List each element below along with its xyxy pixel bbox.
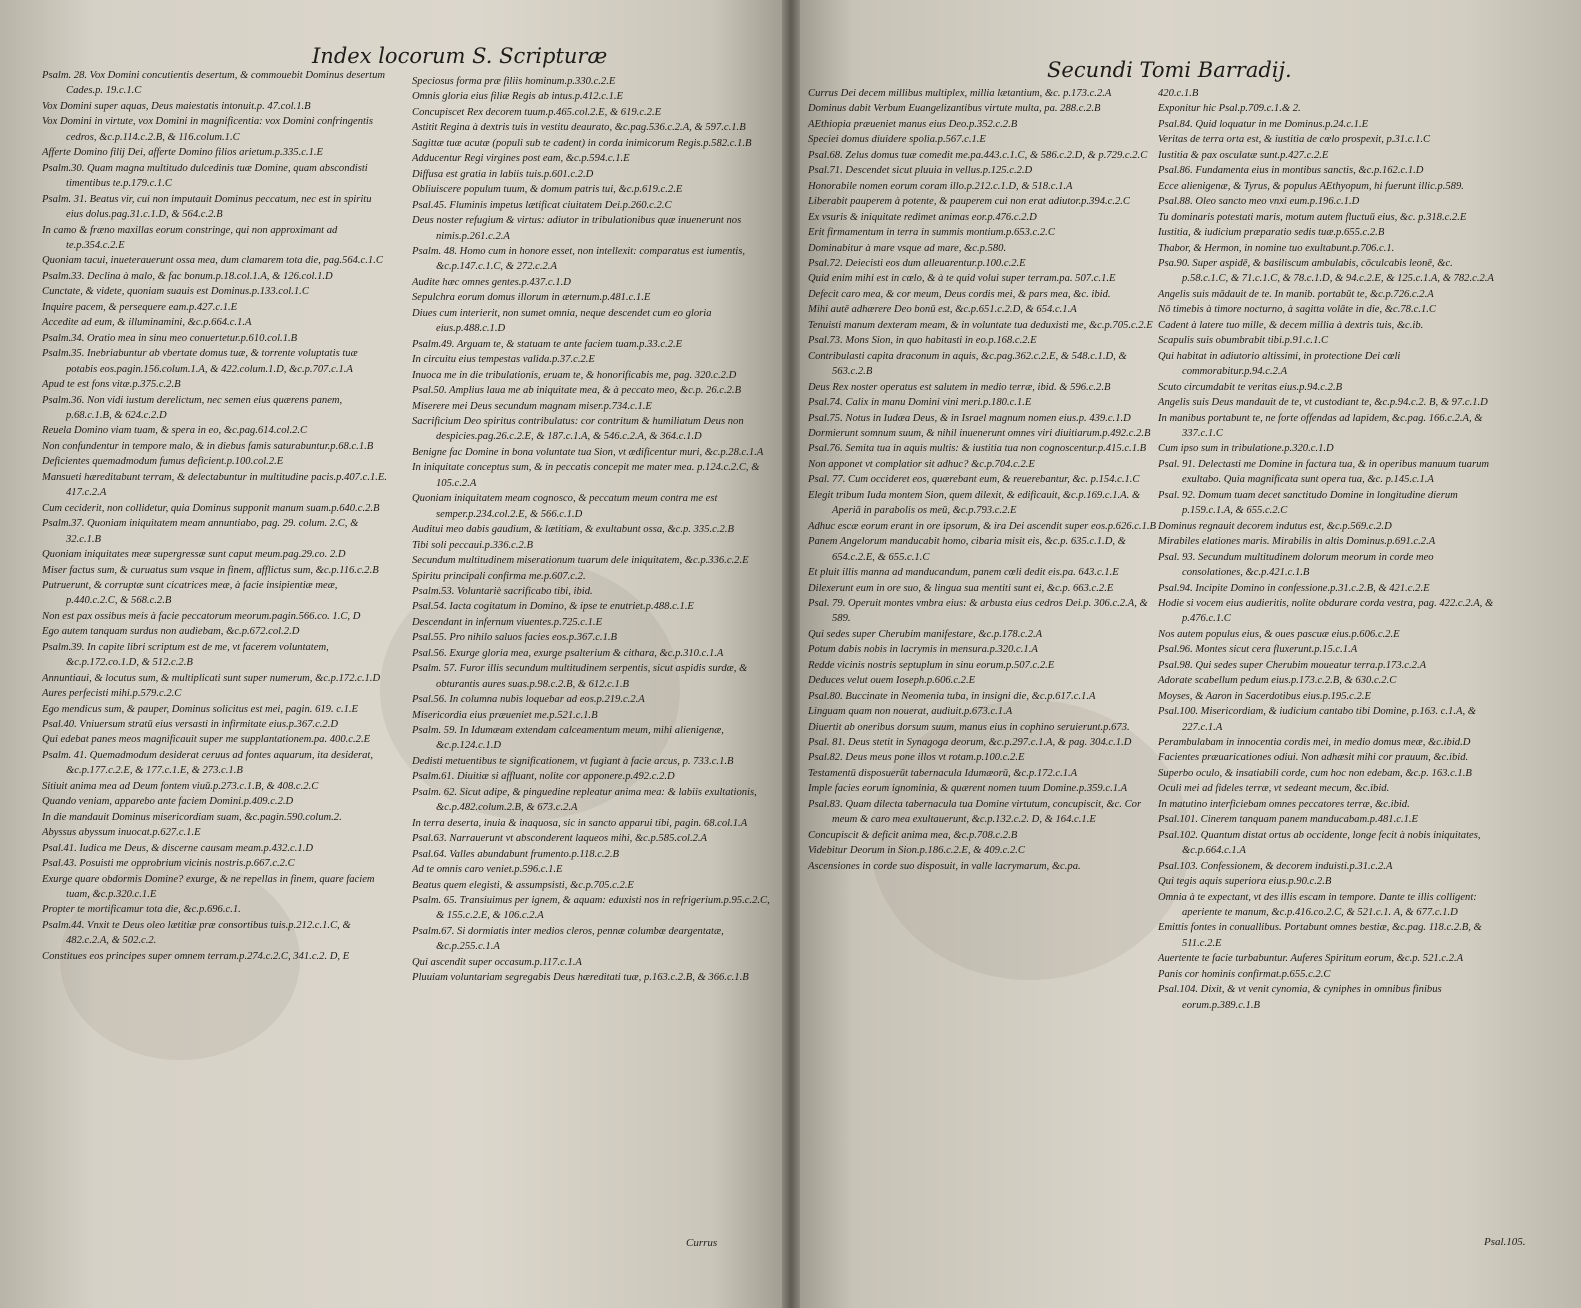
index-entry: Potum dabis nobis in lacrymis in mensura.p.320.c.1.A [808, 644, 1038, 656]
index-entry: Non apponet vt complatior sit adhuc? &c.p.704.c.2.E [808, 458, 1035, 470]
index-entry: 420.c.1.B [1158, 88, 1199, 99]
index-column-b [412, 74, 772, 986]
index-entry: Psal.94. Incipite Domino in confessione.p.31.c.2.B, & 421.c.2.E [1158, 582, 1430, 594]
index-entry: Astitit Regina à dextris tuis in vestitu deaurato, &c.pag.536.c.2.A, & 597.c.1.B [412, 122, 746, 134]
index-entry: Psal.73. Mons Sion, in quo habitasti in eo.p.168.c.2.E [808, 335, 1037, 347]
index-entry: Erit firmamentum in terra in summis montium.p.653.c.2.C [808, 227, 1055, 239]
index-entry: Psalm. 59. In Idumæam extendam calceamentum meum, mihi alienigenæ, &c.p.124.c.1.D [412, 725, 727, 752]
index-entry: Sacrificium Deo spiritus contribulatus: cor contritum & humiliatum Deus non despicies.pag.26.c.2.E, & 187.c.1.A, & 546.c.2.A, & 364.c.1.D [412, 415, 747, 443]
index-entry: Annuntiaui, & locutus sum, & multiplicati sunt super numerum, &c.p.172.c.1.D [42, 672, 381, 684]
index-entry: Psalm.34. Oratio mea in sinu meo conuertetur.p.610.col.1.B [42, 332, 298, 344]
index-entry: Tenuisti manum dexteram meam, & in voluntate tua deduxisti me, &c.p.705.c.2.E [808, 319, 1153, 331]
index-entry: Benigne fac Domine in bona voluntate tua Sion, vt ædificentur muri, &c.p.28.c.1.A [412, 446, 764, 458]
index-entry: Dormierunt somnum suum, & nihil inuenerunt omnes viri diuitiarum.p.492.c.2.B [808, 427, 1151, 439]
index-entry: Psal.40. Vniuersum stratū eius versasti in infirmitate eius.p.367.c.2.D [42, 719, 339, 731]
index-entry: In circuitu eius tempestas valida.p.37.c.2.E [412, 354, 595, 366]
index-entry: Ad te omnis caro veniet.p.596.c.1.E [412, 864, 563, 876]
index-entry: Mihi autē adhærere Deo bonū est, &c.p.651.c.2.D, & 654.c.1.A [808, 304, 1077, 316]
index-entry: Psalm. 65. Transiuimus per ignem, & aquam: eduxisti nos in refrigerium.p.95.c.2.C, & 155.c.2.E, & 106.c.2.A [412, 895, 773, 922]
right-page [790, 0, 1581, 1308]
index-entry: Quando veniam, apparebo ante faciem Domini.p.409.c.2.D [42, 796, 294, 808]
index-entry: Spiritu principali confirma me.p.607.c.2. [412, 570, 586, 582]
index-entry: Psal.45. Fluminis impetus lætificat ciuitatem Dei.p.260.c.2.C [412, 199, 672, 211]
index-entry: Psalm.53. Voluntariè sacrificabo tibi, ibid. [412, 585, 593, 597]
index-entry: Psalm. 28. Vox Domini concutientis desertum, & commouebit Dominus desertum Cades.p. 19.c.1.C [42, 70, 388, 97]
index-entry: Psal.41. Iudica me Deus, & discerne causam meam.p.432.c.1.D [42, 842, 313, 854]
index-entry: In manibus portabunt te, ne forte offendas ad lapidem, &c.pag. 166.c.2.A, & 337.c.1.C [1158, 412, 1486, 439]
index-entry: Psalm.30. Quam magna multitudo dulcedinis tuæ Domine, quam abscondisti timentibus te.p.179.c.1.C [42, 162, 371, 190]
index-entry: Contribulasti capita draconum in aquis, &c.pag.362.c.2.E, & 548.c.1.D, & 563.c.2.B [808, 350, 1130, 378]
index-entry: Psal.88. Oleo sancto meo vnxi eum.p.196.c.1.D [1158, 196, 1360, 208]
index-entry: Psal.68. Zelus domus tuæ comedit me.pa.443.c.1.C, & 586.c.2.D, & p.729.c.2.C [808, 149, 1148, 161]
running-head-left: Index locorum S. Scripturæ [312, 44, 608, 68]
index-entry: Psalm.37. Quoniam iniquitatem meam annuntiabo, pag. 29. colum. 2.C, & 32.c.1.B [42, 518, 361, 545]
index-entry: Cadent à latere tuo mille, & decem millia à dextris tuis, &c.ib. [1158, 319, 1424, 331]
index-entry: Ascensiones in corde suo disposuit, in valle lacrymarum, &c.pa. [808, 860, 1081, 872]
index-entry: Scuto circumdabit te veritas eius.p.94.c.2.B [1158, 381, 1343, 393]
index-entry: Imple facies eorum ignominia, & quærent nomen tuum Domine.p.359.c.1.A [808, 783, 1128, 795]
index-entry: Psal.86. Fundamenta eius in montibus sanctis, &c.p.162.c.1.D [1158, 165, 1424, 177]
index-entry: Beatus quem elegisti, & assumpsisti, &c.p.705.c.2.E [412, 879, 634, 891]
index-entry: Audite hæc omnes gentes.p.437.c.1.D [412, 276, 571, 288]
catchword-left: Currus [686, 1237, 718, 1249]
catchword-right: Psal.105. [1484, 1236, 1526, 1248]
index-entry: Misericordia eius præueniet me.p.521.c.1.B [412, 709, 598, 721]
index-entry: Adhuc escæ eorum erant in ore ipsorum, & ira Dei ascendit super eos.p.626.c.1.B [808, 520, 1156, 532]
index-entry: Adorate scabellum pedum eius.p.173.c.2.B, & 630.c.2.C [1158, 675, 1397, 687]
index-entry: Constitues eos principes super omnem terram.p.274.c.2.C, 341.c.2. D, E [42, 950, 350, 962]
index-entry: Ego mendicus sum, & pauper, Dominus solicitus est mei, pagin. 619. c.1.E [42, 703, 359, 715]
index-entry: Linguam quam non nouerat, audiuit.p.673.c.1.A [808, 706, 1013, 718]
index-entry: Psalm.39. In capite libri scriptum est de me, vt facerem voluntatem, &c.p.172.co.1.D, & 512.c.2.B [42, 641, 332, 669]
index-entry: Superbo oculo, & insatiabili corde, cum hoc non edebam, &c.p. 163.c.1.B [1158, 767, 1472, 779]
index-entry: Dominus regnauit decorem indutus est, &c.p.569.c.2.D [1158, 520, 1392, 532]
index-entry: Psal.84. Quid loquatur in me Dominus.p.24.c.1.E [1158, 118, 1369, 130]
index-entry: Cum ceciderit, non collidetur, quia Dominus supponit manum suam.p.640.c.2.B [42, 502, 380, 514]
index-entry: Thabor, & Hermon, in nomine tuo exultabunt.p.706.c.1. [1158, 242, 1395, 254]
index-entry: Facientes præuaricationes odiui. Non adhæsit mihi cor prauum, &c.ibid. [1158, 752, 1469, 764]
index-entry: Emittis fontes in conuallibus. Portabunt omnes bestiæ, &c.pag. 118.c.2.B, & 511.c.2.E [1158, 922, 1485, 949]
index-entry: Psalm.35. Inebriabuntur ab vbertate domus tuæ, & torrente voluptatis tuæ potabis eos.pagin.156.colum.1.A, & 422.colum.1.D, &c.p.707.c.1.A [42, 348, 361, 375]
index-entry: Sepulchra eorum domus illorum in æternum.p.481.c.1.E [412, 292, 651, 304]
index-entry: Dedisti metuentibus te significationem, vt fugiant à facie arcus, p. 733.c.1.B [412, 755, 734, 767]
index-entry: Deficientes quemadmodum fumus deficient.p.100.col.2.E [42, 456, 284, 468]
index-entry: Non est pax ossibus meis à facie peccatorum meorum.pagin.566.co. 1.C, D [42, 610, 361, 622]
index-entry: Qui ascendit super occasum.p.117.c.1.A [412, 956, 582, 968]
index-entry: Qui edebat panes meos magnificauit super me supplantationem.pa. 400.c.2.E [42, 734, 371, 746]
index-entry: Psal. 81. Deus stetit in Synagoga deorum, &c.p.297.c.1.A, & pag. 304.c.1.D [808, 737, 1132, 749]
index-entry: Auertente te facie turbabuntur. Auferes Spiritum eorum, &c.p. 521.c.2.A [1158, 953, 1464, 965]
index-entry: Afferte Domino filij Dei, afferte Domino filios arietum.p.335.c.1.E [42, 147, 323, 159]
index-entry: Mirabiles elationes maris. Mirabilis in altis Dominus.p.691.c.2.A [1158, 536, 1436, 548]
index-column-d [1158, 86, 1494, 1013]
index-entry: Non confundentur in tempore malo, & in diebus famis saturabuntur.p.68.c.1.B [42, 440, 374, 452]
index-entry: Liberabit pauperem à potente, & pauperem cui non erat adiutor.p.394.c.2.C [808, 196, 1130, 208]
index-entry: Psalm. 57. Furor illis secundum multitudinem serpentis, sicut aspidis surdæ, & obturantis aures suas.p.98.c.2.B, & 612.c.1.B [412, 663, 750, 690]
index-entry: Defecit caro mea, & cor meum, Deus cordis mei, & pars mea, &c. ibid. [808, 288, 1111, 300]
index-entry: Iustitia & pax osculatæ sunt.p.427.c.2.E [1158, 149, 1329, 161]
index-entry: Panis cor hominis confirmat.p.655.c.2.C [1158, 968, 1331, 980]
index-entry: AEthiopia præueniet manus eius Deo.p.352.c.2.B [808, 118, 1018, 130]
index-entry: Quoniam tacui, inueterauerunt ossa mea, dum clamarem tota die, pag.564.c.1.C [42, 255, 383, 267]
index-entry: Psalm. 48. Homo cum in honore esset, non intellexit: comparatus est iumentis, &c.p.147.c.1.C, & 272.c.2.A [412, 245, 748, 273]
index-entry: Putruerunt, & corruptæ sunt cicatrices meæ, à facie insipientiæ meæ, p.440.c.2.C, & 568.c.2.B [42, 579, 341, 607]
index-entry: Diuertit ab oneribus dorsum suum, manus eius in cophino seruierunt.p.673. [808, 721, 1130, 733]
index-entry: Dilexerunt eum in ore suo, & lingua sua mentiti sunt ei, &c.p. 663.c.2.E [808, 582, 1114, 594]
index-entry: Tu dominaris potestati maris, motum autem fluctuū eius, &c. p.318.c.2.E [1158, 211, 1467, 223]
index-entry: Psal.56. Exurge gloria mea, exurge psalterium & cithara, &c.p.310.c.1.A [412, 647, 724, 659]
index-entry: Apud te est fons vitæ.p.375.c.2.B [42, 379, 181, 391]
index-entry: Obliuiscere populum tuum, & domum patris tui, &c.p.619.c.2.E [412, 184, 683, 196]
index-entry: Deduces velut ouem Ioseph.p.606.c.2.E [808, 675, 976, 687]
index-entry: Pluuiam voluntariam segregabis Deus hæreditati tuæ, p.163.c.2.B, & 366.c.1.B [412, 972, 749, 984]
index-entry: Qui tegis aquis superiora eius.p.90.c.2.B [1158, 876, 1332, 888]
index-entry: Nō timebis à timore nocturno, à sagitta volāte in die, &c.78.c.1.C [1158, 304, 1436, 316]
index-entry: Psal.83. Quam dilecta tabernacula tua Domine virtutum, concupiscit, &c. Cor meum & caro mea exultauerunt, &c.p.132.c.2. D, & 164.c.1.E [808, 798, 1144, 826]
index-entry: Psal.43. Posuisti me opprobrium vicinis nostris.p.667.c.2.C [42, 858, 295, 870]
index-entry: Vox Domini super aquas, Deus maiestatis intonuit.p. 47.col.1.B [42, 100, 311, 112]
index-entry: Dominus dabit Verbum Euangelizantibus virtute multa, pa. 288.c.2.B [808, 103, 1101, 115]
index-entry: Perambulabam in innocentia cordis mei, in medio domus meæ, &c.ibid.D [1158, 737, 1471, 749]
index-entry: In die mandauit Dominus misericordiam suam, &c.pagin.590.colum.2. [42, 811, 342, 823]
index-entry: Psalm.33. Declina à malo, & fac bonum.p.18.col.1.A, & 126.col.1.D [42, 270, 333, 282]
index-entry: In terra deserta, inuia & inaquosa, sic in sancto apparui tibi, pagin. 68.col.1.A [412, 817, 748, 829]
index-entry: Concupiscet Rex decorem tuum.p.465.col.2.E, & 619.c.2.E [412, 106, 662, 118]
index-entry: In matutino interficiebam omnes peccatores terræ, &c.ibid. [1158, 798, 1410, 810]
index-entry: Panem Angelorum manducabit homo, cibaria misit eis, &c.p. 635.c.1.D, & 654.c.2.E, & 655.c.1.C [808, 536, 1129, 563]
index-entry: Psal.64. Valles abundabunt frumento.p.118.c.2.B [412, 848, 619, 860]
index-entry: Et pluit illis manna ad manducandum, panem cœli dedit eis.pa. 643.c.1.E [808, 567, 1119, 579]
index-entry: Aures perfecisti mihi.p.579.c.2.C [42, 688, 182, 700]
index-entry: Qui habitat in adiutorio altissimi, in protectione Dei cœli commorabitur.p.94.c.2.A [1158, 350, 1404, 378]
index-entry: Angelis suis mādauit de te. In manib. portabūt te, &c.p.726.c.2.A [1158, 288, 1434, 300]
index-entry: Psal.74. Calix in manu Domini vini meri.p.180.c.1.E [808, 397, 1032, 409]
index-entry: Elegit tribum Iuda montem Sion, quem dilexit, & edificauit, &c.p.169.c.1.A. & Aperiā in parabolis os meū, &c.p.793.c.2.E [808, 489, 1143, 517]
index-entry: Speciei domus diuidere spolia.p.567.c.1.E [808, 134, 986, 146]
index-entry: Psal.56. In columna nubis loquebar ad eos.p.219.c.2.A [412, 694, 645, 706]
index-entry: Propter te mortificamur tota die, &c.p.696.c.1. [42, 904, 241, 916]
index-entry: Psal. 77. Cum occideret eos, quærebant eum, & reuerebantur, &c. p.154.c.1.C [808, 474, 1140, 486]
index-entry: Psalm. 62. Sicut adipe, & pinguedine repleatur anima mea: & labiis exultationis, &c.p.482.colum.2.B, & 673.c.2.A [412, 786, 760, 814]
index-entry: Deus Rex noster operatus est salutem in medio terræ, ibid. & 596.c.2.B [808, 381, 1111, 393]
index-entry: Sitiuit anima mea ad Deum fontem viuū.p.273.c.1.B, & 408.c.2.C [42, 780, 319, 792]
index-entry: Psal.100. Misericordiam, & iudicium cantabo tibi Domine, p.163. c.1.A, & 227.c.1.A [1158, 706, 1479, 733]
index-entry: Psal.71. Descendet sicut pluuia in vellus.p.125.c.2.D [808, 165, 1033, 177]
index-entry: Currus Dei decem millibus multiplex, millia lætantium, &c. p.173.c.2.A [808, 88, 1112, 99]
index-entry: Psal.82. Deus meus pone illos vt rotam.p.100.c.2.E [808, 752, 1025, 764]
index-entry: Omnia à te expectant, vt des illis escam in tempore. Dante te illis colligent: aperiente te manum, &c.p.416.co.2.C, & 521.c.1. A, & 677.c.1.D [1158, 891, 1480, 919]
index-entry: Quoniam iniquitates meæ supergressæ sunt caput meum.pag.29.co. 2.D [42, 549, 346, 561]
index-entry: Psal. 92. Domum tuam decet sanctitudo Domine in longitudine dierum p.159.c.1.A, & 655.c.2.C [1158, 489, 1461, 517]
index-entry: Exurge quare obdormis Domine? exurge, & ne repellas in finem, quare faciem tuam, &c.p.320.c.1.E [42, 873, 378, 901]
index-entry: Exponitur hic Psal.p.709.c.1.& 2. [1158, 103, 1301, 115]
index-entry: Psal.55. Pro nihilo saluos facies eos.p.367.c.1.B [412, 632, 617, 644]
index-entry: Miser factus sum, & curuatus sum vsque in finem, afflictus sum, &c.p.116.c.2.B [42, 564, 379, 576]
index-entry: Psal.104. Dixit, & vt venit cynomia, & cyniphes in omnibus finibus eorum.p.389.c.1.B [1158, 984, 1445, 1011]
index-entry: Psalm.61. Diuitiæ si affluant, nolite cor apponere.p.492.c.2.D [412, 771, 675, 783]
index-entry: Psal.102. Quantum distat ortus ab occidente, longe fecit à nobis iniquitates, &c.p.664.c.1.A [1158, 829, 1484, 857]
index-entry: Psalm. 41. Quemadmodum desiderat ceruus ad fontes aquarum, ita desiderat, &c.p.177.c.2.E, & 177.c.1.E, & 273.c.1.B [42, 749, 376, 777]
index-entry: Psal. 79. Operuit montes vmbra eius: & arbusta eius cedros Dei.p. 306.c.2.A, & 589. [808, 597, 1151, 625]
index-entry: Psal.80. Buccinate in Neomenia tuba, in insigni die, &c.p.617.c.1.A [808, 690, 1096, 702]
index-entry: Ego autem tanquam surdus non audiebam, &c.p.672.col.2.D [42, 626, 300, 638]
left-page [0, 0, 790, 1308]
index-entry: In camo & fræno maxillas eorum constringe, qui non approximant ad te.p.354.c.2.E [42, 224, 340, 251]
index-entry: Psal.76. Semita tua in aquis multis: & iustitia tua non cognoscentur.p.415.c.1.B [808, 443, 1147, 455]
index-entry: Dominabitur à mare vsque ad mare, &c.p.580. [808, 242, 1007, 254]
index-entry: Ex vsuris & iniquitate redimet animas eor.p.476.c.2.D [808, 211, 1037, 223]
index-entry: Psal. 93. Secundum multitudinem dolorum meorum in corde meo consolationes, &c.p.421.c.1.B [1158, 551, 1437, 579]
index-entry: Psal. 91. Delectasti me Domine in factura tua, & in operibus manuum tuarum exultabo. Quia magnificata sunt opera tua, &c. p.145.c.1.A [1158, 458, 1492, 486]
book-gutter [782, 0, 800, 1308]
index-entry: Mansueti hæreditabunt terram, & delectabuntur in multitudine pacis.p.407.c.1.E. 417.c.2.A [42, 471, 390, 499]
running-head-right: Secundi Tomi Barradij. [1047, 58, 1292, 82]
index-entry: Tibi soli peccaui.p.336.c.2.B [412, 539, 533, 551]
index-entry: Psal.50. Amplius laua me ab iniquitate mea, & à peccato meo, &c.p. 26.c.2.B [412, 385, 742, 397]
index-entry: Nos autem populus eius, & oues pascuæ eius.p.606.c.2.E [1158, 628, 1400, 640]
index-entry: Angelis suis Deus mandauit de te, vt custodiant te, &c.p.94.c.2. B, & 97.c.1.D [1158, 397, 1488, 409]
index-entry: Deus noster refugium & virtus: adiutor in tribulationibus quæ inuenerunt nos nimis.p.261.c.2.A [412, 215, 744, 242]
index-entry: Psal.98. Qui sedes super Cherubim moueatur terra.p.173.c.2.A [1158, 659, 1427, 671]
index-entry: Honorabile nomen eorum coram illo.p.212.c.1.D, & 518.c.1.A [808, 180, 1073, 192]
index-entry: Psal.101. Cinerem tanquam panem manducabam.p.481.c.1.E [1158, 814, 1419, 826]
index-entry: In iniquitate conceptus sum, & in peccatis concepit me mater mea. p.124.c.2.C, & 105.c.2.A [412, 462, 763, 489]
index-entry: Cum ipso sum in tribulatione.p.320.c.1.D [1158, 443, 1334, 455]
index-entry: Sagittæ tuæ acutæ (populi sub te cadent) in corda inimicorum Regis.p.582.c.1.B [412, 137, 752, 149]
index-entry: Hodie si vocem eius audieritis, nolite obdurare corda vestra, pag. 422.c.2.A, & p.476.c.1.C [1158, 597, 1496, 625]
index-entry: Veritas de terra orta est, & iustitia de cœlo prospexit, p.31.c.1.C [1158, 134, 1431, 146]
index-entry: Diffusa est gratia in labiis tuis.p.601.c.2.D [412, 168, 594, 180]
index-entry: Psal.103. Confessionem, & decorem induisti.p.31.c.2.A [1158, 860, 1393, 872]
index-entry: Moyses, & Aaron in Sacerdotibus eius.p.195.c.2.E [1158, 690, 1371, 702]
index-entry: Psal.54. Iacta cogitatum in Domino, & ipse te enutriet.p.488.c.1.E [412, 601, 694, 613]
index-column-c [808, 86, 1156, 874]
index-entry: Psal.96. Montes sicut cera fluxerunt.p.15.c.1.A [1158, 644, 1358, 656]
index-entry: Miserere mei Deus secundum magnam miser.p.734.c.1.E [412, 400, 652, 412]
index-entry: Concupiscit & deficit anima mea, &c.p.708.c.2.B [808, 829, 1018, 841]
index-entry: Quoniam iniquitatem meam cognosco, & peccatum meum contra me est semper.p.234.col.2.E, & 566.c.1.D [412, 493, 721, 520]
index-entry: Quid enim mihi est in cœlo, & à te quid volui super terram.pa. 507.c.1.E [808, 273, 1116, 285]
index-entry: Psalm.49. Arguam te, & statuam te ante faciem tuam.p.33.c.2.E [412, 338, 683, 350]
index-entry: Psal.72. Deiecisti eos dum alleuarentur.p.100.c.2.E [808, 257, 1026, 269]
index-entry: Inquire pacem, & persequere eam.p.427.c.1.E [42, 301, 238, 313]
index-entry: Psa.90. Super aspidē, & basiliscum ambulabis, cōculcabis leonē, &c. p.58.c.1.C, & 71.c.1.C, & 78.c.1.D, & 94.c.2.E, & 125.c.1.A, & 782.c.2.A [1158, 257, 1494, 285]
index-entry: Abyssus abyssum inuocat.p.627.c.1.E [42, 827, 201, 839]
index-entry: Psalm. 31. Beatus vir, cui non imputauit Dominus peccatum, nec est in spiritu eius dolus.pag.31.c.1.D, & 564.c.2.B [42, 193, 375, 221]
index-column-a [42, 68, 390, 964]
index-entry: Accedite ad eum, & illuminamini, &c.p.664.c.1.A [42, 317, 252, 329]
index-entry: Omnis gloria eius filiæ Regis ab intus.p.412.c.1.E [412, 91, 623, 103]
index-entry: Secundum multitudinem miserationum tuarum dele iniquitatem, &c.p.336.c.2.E [412, 555, 749, 567]
index-entry: Reuela Domino viam tuam, & spera in eo, &c.pag.614.col.2.C [42, 425, 308, 437]
index-entry: Psalm.44. Vnxit te Deus oleo lætitiæ præ consortibus tuis.p.212.c.1.C, & 482.c.2.A, & 502.c.2. [42, 919, 354, 947]
index-entry: Videbitur Deorum in Sion.p.186.c.2.E, & 409.c.2.C [808, 845, 1025, 857]
index-entry: Psal.75. Notus in Iudæa Deus, & in Israel magnum nomen eius.p. 439.c.1.D [808, 412, 1131, 424]
index-entry: Adducentur Regi virgines post eam, &c.p.594.c.1.E [412, 153, 630, 165]
index-entry: Auditui meo dabis gaudium, & lætitiam, & exultabunt ossa, &c.p. 335.c.2.B [412, 524, 734, 536]
index-entry: Redde vicinis nostris septuplum in sinu eorum.p.507.c.2.E [808, 659, 1055, 671]
index-entry: Speciosus forma præ filiis hominum.p.330.c.2.E [412, 76, 616, 87]
index-entry: Inuoca me in die tribulationis, eruam te, & honorificabis me, pag. 320.c.2.D [412, 369, 737, 381]
index-entry: Oculi mei ad fideles terræ, vt sedeant mecum, &c.ibid. [1158, 783, 1390, 795]
index-entry: Scapulis suis obumbrabit tibi.p.91.c.1.C [1158, 335, 1329, 347]
index-entry: Psalm.36. Non vidi iustum derelictum, nec semen eius quærens panem, p.68.c.1.B, & 624.c.2.D [42, 394, 345, 421]
index-entry: Ecce alienigenæ, & Tyrus, & populus AEthyopum, hi fuerunt illic.p.589. [1158, 180, 1464, 192]
index-entry: Cunctate, & videte, quoniam suauis est Dominus.p.133.col.1.C [42, 286, 309, 298]
index-entry: Psal.63. Narrauerunt vt absconderent laqueos mihi, &c.p.585.col.2.A [412, 833, 708, 845]
index-entry: Qui sedes super Cherubim manifestare, &c.p.178.c.2.A [808, 628, 1043, 640]
index-entry: Diues cum interierit, non sumet omnia, neque descendet cum eo gloria eius.p.488.c.1.D [412, 307, 715, 335]
index-entry: Iustitia, & iudicium præparatio sedis tuæ.p.655.c.2.B [1158, 227, 1385, 239]
index-entry: Testamentū disposuerūt tabernacula Idumæorū, &c.p.172.c.1.A [808, 767, 1078, 779]
index-entry: Vox Domini in virtute, vox Domini in magnificentia: vox Domini confringentis cedros, &c.p.114.c.2.B, & 116.colum.1.C [42, 116, 376, 143]
index-entry: Psalm.67. Si dormiatis inter medios cleros, pennæ columbæ deargentatæ, &c.p.255.c.1.A [412, 925, 727, 953]
index-entry: Descendant in infernum viuentes.p.725.c.1.E [412, 616, 603, 628]
